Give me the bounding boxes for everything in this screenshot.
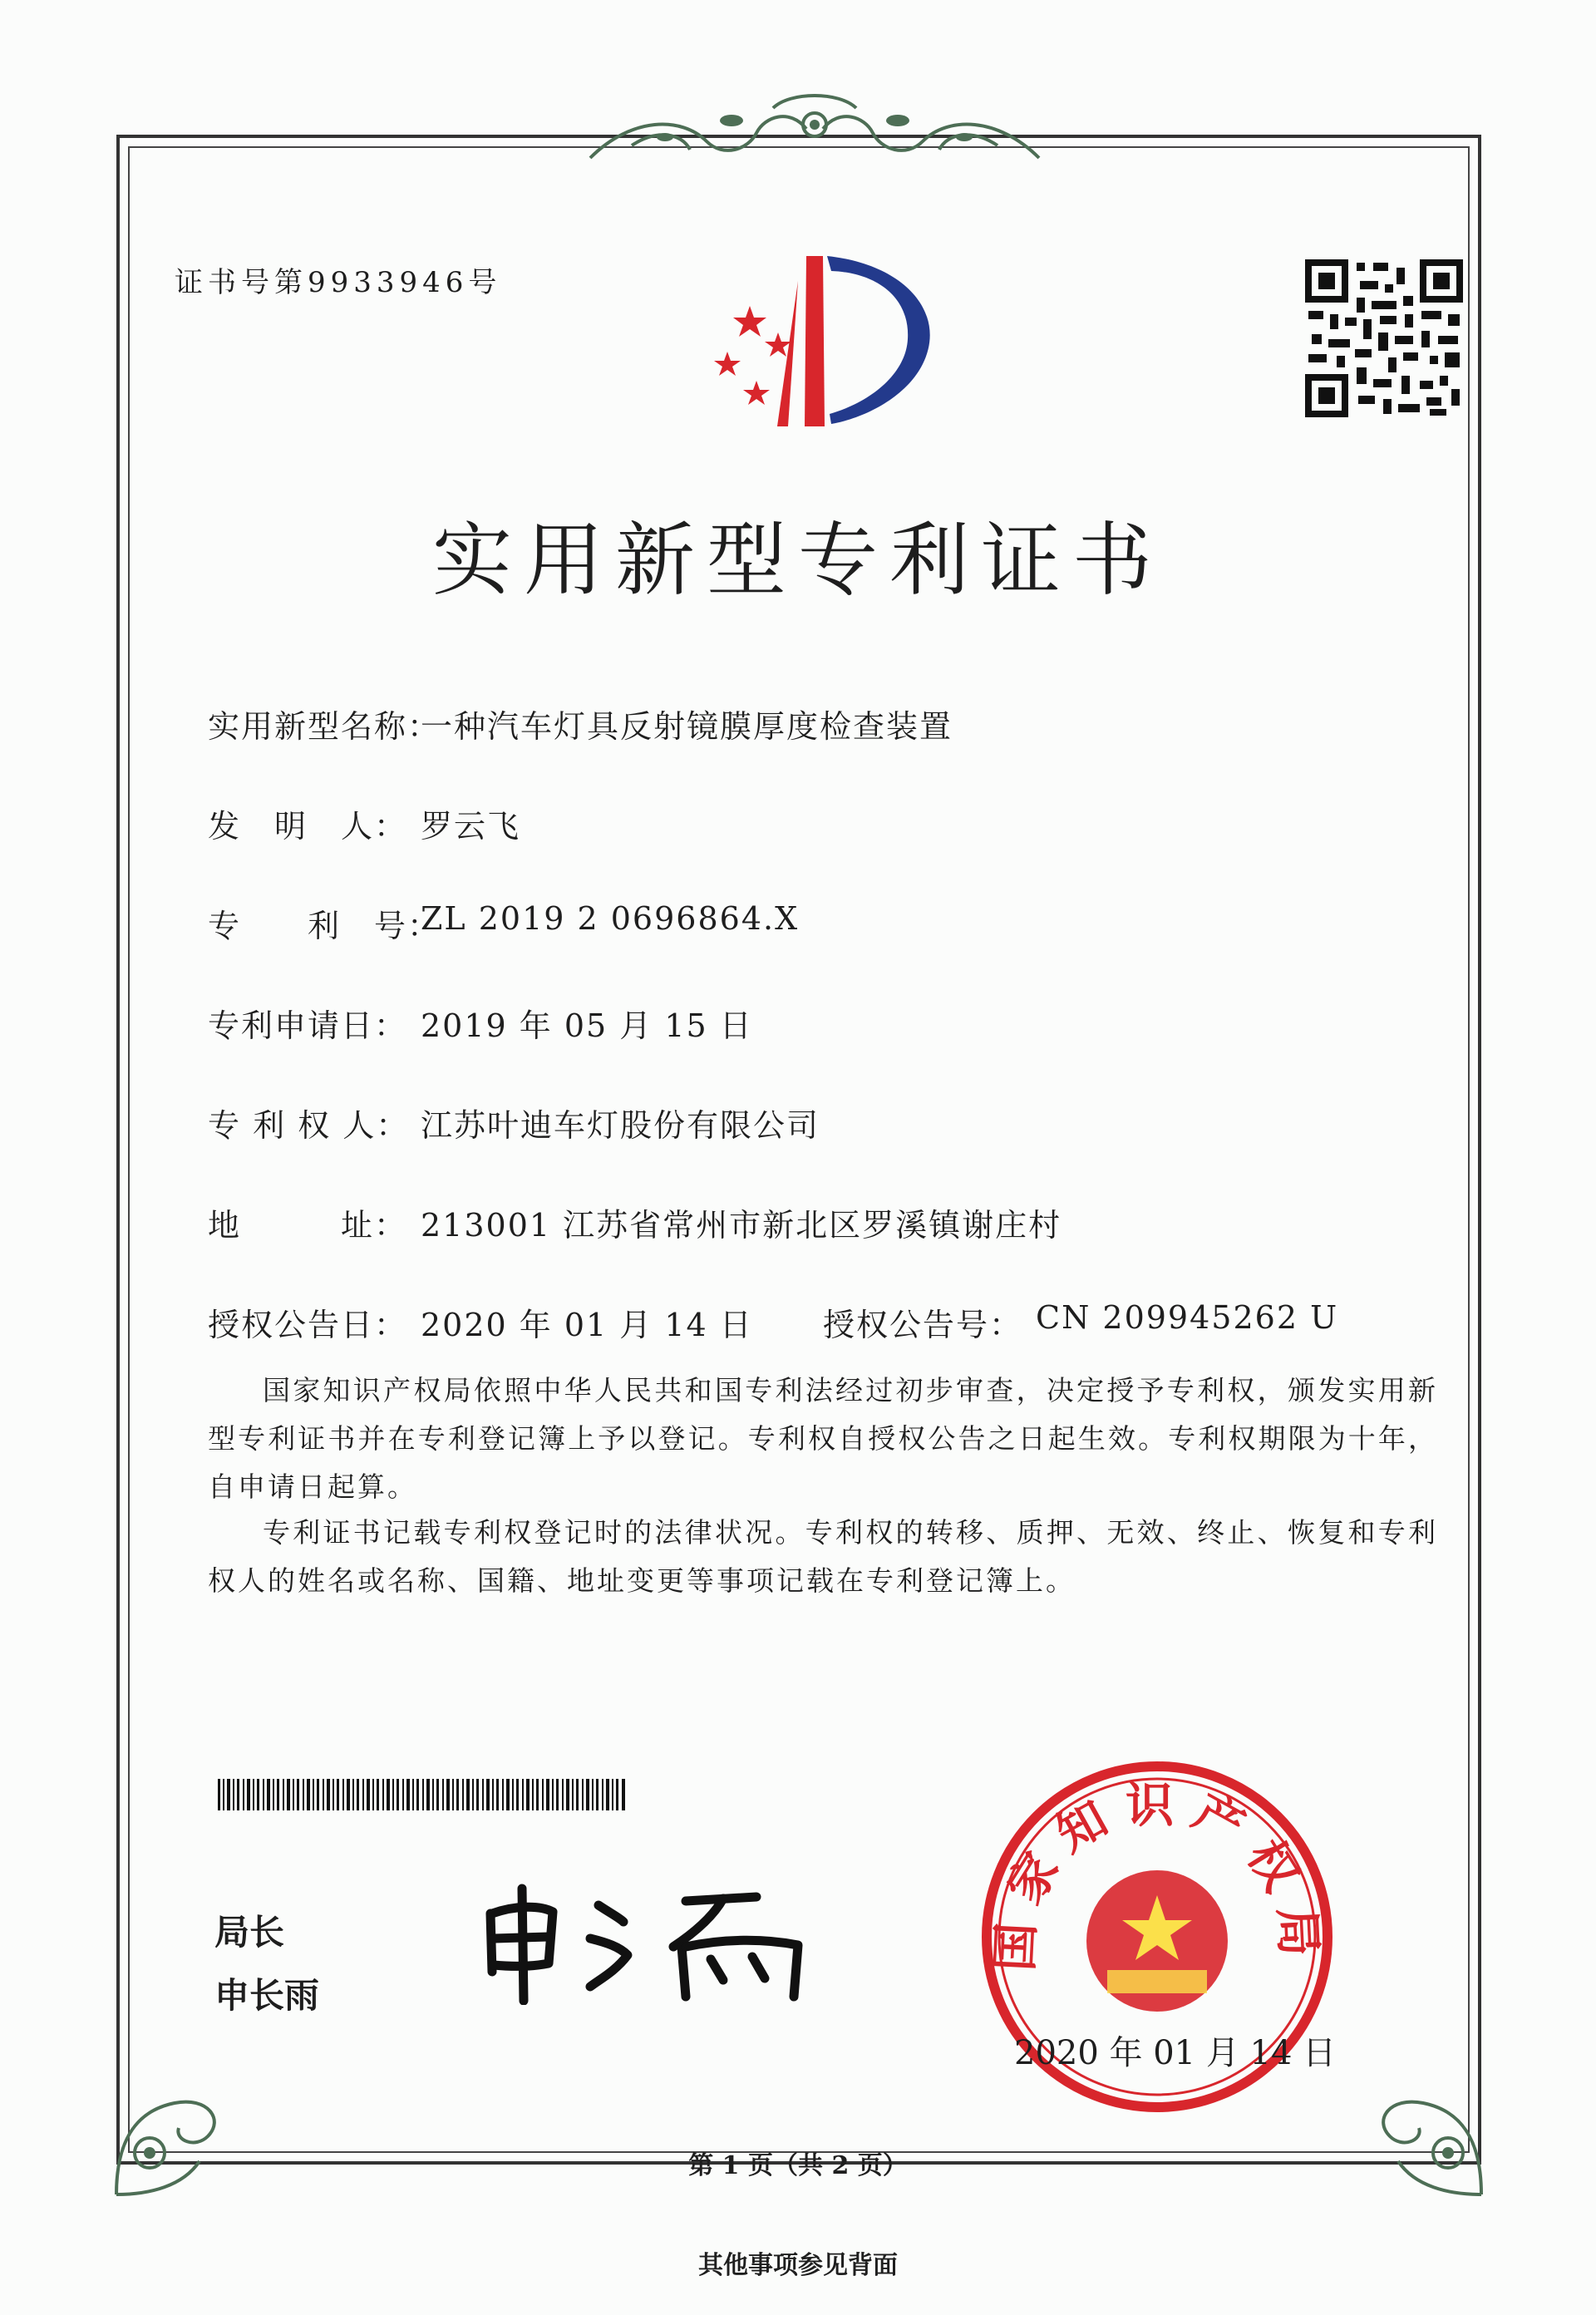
patent-number-value: ZL 2019 2 0696864.X xyxy=(421,900,800,937)
handwritten-signature-icon xyxy=(474,1880,823,2005)
grant-statement-paragraph: 国家知识产权局依照中华人民共和国专利法经过初步审查，决定授予专利权，颁发实用新型专利证书并在专利登记簿上予以登记。专利权自授权公告之日起生效。专利权期限为十年，自申请日起算。 xyxy=(208,1374,1438,1503)
inventor-label: 发 明 人： xyxy=(208,808,408,845)
application-date-value: 2019 年 05 月 15 日 xyxy=(421,1007,753,1044)
patent-number-label: 专 利 号： xyxy=(208,908,441,944)
certificate-title: 实用新型专利证书 xyxy=(432,514,1164,607)
qr-code-icon xyxy=(1305,259,1463,417)
page-indicator: 第 1 页（共 2 页） xyxy=(688,2151,908,2180)
application-date-label: 专利申请日： xyxy=(208,1007,408,1044)
bottom-right-ornament-icon xyxy=(1357,2070,1498,2203)
signatory-name: 申长雨 xyxy=(214,1975,320,2016)
signatory-role: 局长 xyxy=(214,1912,285,1953)
patentee-label: 专 利 权 人： xyxy=(208,1107,410,1144)
certificate-number: 证书号第9933946号 xyxy=(175,266,502,299)
patent-office-logo-icon xyxy=(698,248,948,439)
seal-text: 国家知识产权局 xyxy=(986,1776,1328,1973)
top-ornament-icon xyxy=(582,83,1047,175)
grant-number-label: 授权公告号： xyxy=(823,1307,1023,1343)
utility-model-name-value: 一种汽车灯具反射镜膜厚度检查装置 xyxy=(421,708,953,745)
back-note: 其他事项参见背面 xyxy=(698,2251,898,2280)
grant-date-value: 2020 年 01 月 14 日 xyxy=(421,1307,753,1343)
address-value: 213001 江苏省常州市新北区罗溪镇谢庄村 xyxy=(421,1207,1062,1244)
barcode-icon xyxy=(218,1779,627,1810)
address-label: 地 址： xyxy=(208,1207,408,1244)
patentee-value: 江苏叶迪车灯股份有限公司 xyxy=(421,1107,820,1144)
inventor-value: 罗云飞 xyxy=(421,808,521,845)
grant-date-label: 授权公告日： xyxy=(208,1307,408,1343)
legal-status-paragraph: 专利证书记载专利权登记时的法律状况。专利权的转移、质押、无效、终止、恢复和专利权人的姓名或名称、国籍、地址变更等事项记载在专利登记簿上。 xyxy=(208,1516,1438,1597)
grant-number-value: CN 209945262 U xyxy=(1036,1299,1339,1336)
seal-date: 2020 年 01 月 14 日 xyxy=(1014,2034,1337,2072)
utility-model-name-label: 实用新型名称： xyxy=(208,708,441,745)
bottom-left-ornament-icon xyxy=(100,2070,241,2203)
